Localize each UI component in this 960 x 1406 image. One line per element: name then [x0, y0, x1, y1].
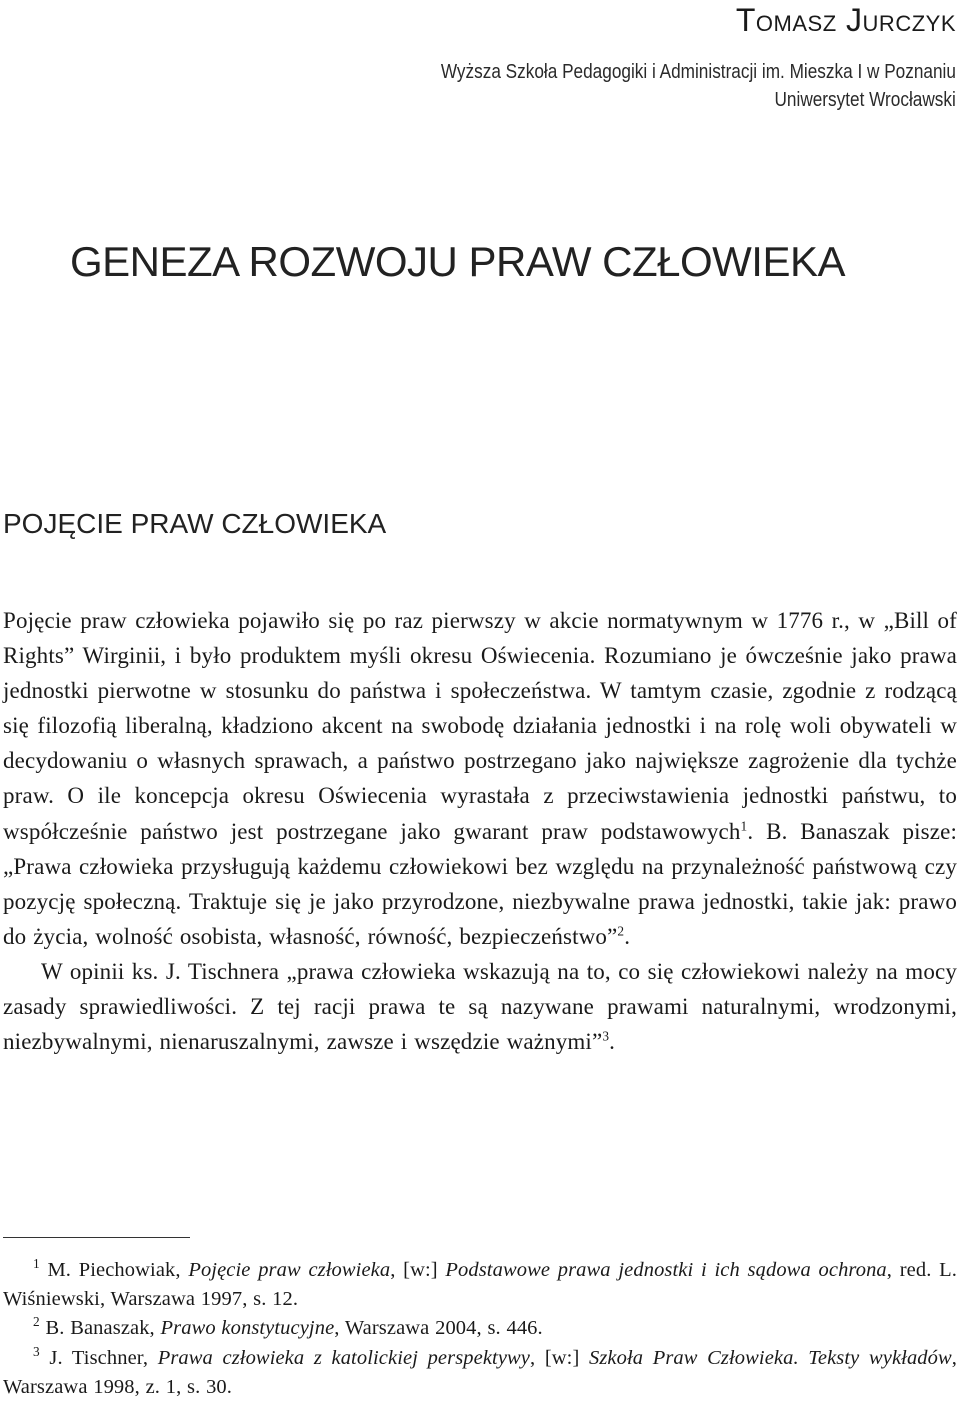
- affiliation-line-2: Uniwersytet Wrocławski: [774, 89, 956, 111]
- paragraph-2: [3, 954, 957, 1059]
- affiliation-line-1: Wyższa Szkoła Pedagogiki i Administracji im. Mieszka I w Poznaniu: [440, 61, 956, 83]
- footnote-separator: [3, 1237, 190, 1238]
- footnote-2-text: , Warszawa 2004, s. 446.: [334, 1317, 543, 1340]
- footnote-3-italic-source: Szkoła Praw Człowieka. Teksty wykładów: [589, 1346, 952, 1369]
- section-heading: POJĘCIE PRAW CZŁOWIEKA: [3, 508, 387, 539]
- paragraph-2-text-b: .: [609, 1029, 616, 1055]
- footnotes: [3, 1256, 957, 1402]
- footnote-3-number: 3: [33, 1343, 40, 1359]
- article-body: [3, 603, 957, 1059]
- author-name: Tomasz Jurczyk: [735, 2, 956, 38]
- footnote-1-italic-title: Pojęcie praw człowieka: [188, 1259, 391, 1281]
- footnote-3-text: , [w:]: [530, 1346, 589, 1369]
- article-title: GENEZA ROZWOJU PRAW CZŁOWIEKA: [70, 238, 845, 285]
- footnote-3-text: J. Tischner,: [39, 1346, 158, 1369]
- footnote-2-italic-title: Prawo konstytucyjne: [160, 1317, 335, 1340]
- footnote-3: [3, 1344, 957, 1402]
- footnote-ref-2: 2: [617, 923, 625, 939]
- footnote-ref-3: 3: [602, 1028, 610, 1044]
- footnote-3-italic-title: Prawa człowieka z katolickiej perspektywy: [157, 1346, 531, 1369]
- footnote-3-text: , Warszawa 1998, z. 1, s. 30.: [3, 1346, 958, 1398]
- footnote-1-text: , [w:]: [390, 1259, 446, 1281]
- footnote-1: [3, 1256, 957, 1314]
- footnote-1-italic-source: Podstawowe prawa jednostki i ich sądowa ochrona: [445, 1259, 887, 1281]
- footnote-1-text: , red. L. Wiśniewski, Warszawa 1997, s. 12.: [3, 1259, 957, 1311]
- paragraph-1: [3, 603, 957, 954]
- paragraph-1-text-a: Pojęcie praw człowieka pojawiło się po raz pierwszy w akcie normatywnym w 1776 r., w „Bill of Rights” Wirginii, i było produktem myśli okresu Oświecenia. Rozumiano je ówcześnie jako prawa jednostki pierwotne w stosunku do państwa i społeczeństwa. W tamtym czasie, zgodnie z rodzącą się filozofią liberalną, kładziono akcent na swobodę działania jednostki i na rolę woli obywateli w decydowaniu o własnych sprawach, a państwo postrzegano jako największe zagrożenie dla tychże praw. O ile koncepcja okresu Oświecenia wyrastała z przeciwstawienia jednostki państwu, to współcześnie państwo jest postrzegane jako gwarant praw podstawowych: [3, 608, 957, 844]
- paragraph-1-text-c: .: [624, 923, 631, 949]
- footnote-ref-1: 1: [740, 817, 748, 833]
- paragraph-2-text-a: W opinii ks. J. Tischnera „prawa człowieka wskazują na to, co się człowiekowi należy na mocy zasady sprawiedliwości. Z tej racji prawa te są nazywane prawami naturalnymi, wrodzonymi, niezbywalnymi, nienaruszalnymi, zawsze i wszędzie ważnymi”: [3, 958, 957, 1055]
- footnote-1-number: 1: [33, 1256, 40, 1272]
- footnote-2-text: B. Banaszak,: [39, 1317, 161, 1340]
- footnote-1-text: M. Piechowiak,: [39, 1259, 189, 1281]
- paragraph-1-text-b: . B. Banaszak pisze: „Prawa człowieka przysługują każdemu człowiekowi bez względu na przynależność państwową czy pozycję społeczną. Traktuje się je jako przyrodzone, niezbywalne prawa jednostki, takie jak: prawo do życia, wolność osobista, własność, równość, bezpieczeństwo”: [3, 818, 957, 949]
- footnote-2-number: 2: [33, 1314, 40, 1330]
- footnote-2: [3, 1314, 957, 1343]
